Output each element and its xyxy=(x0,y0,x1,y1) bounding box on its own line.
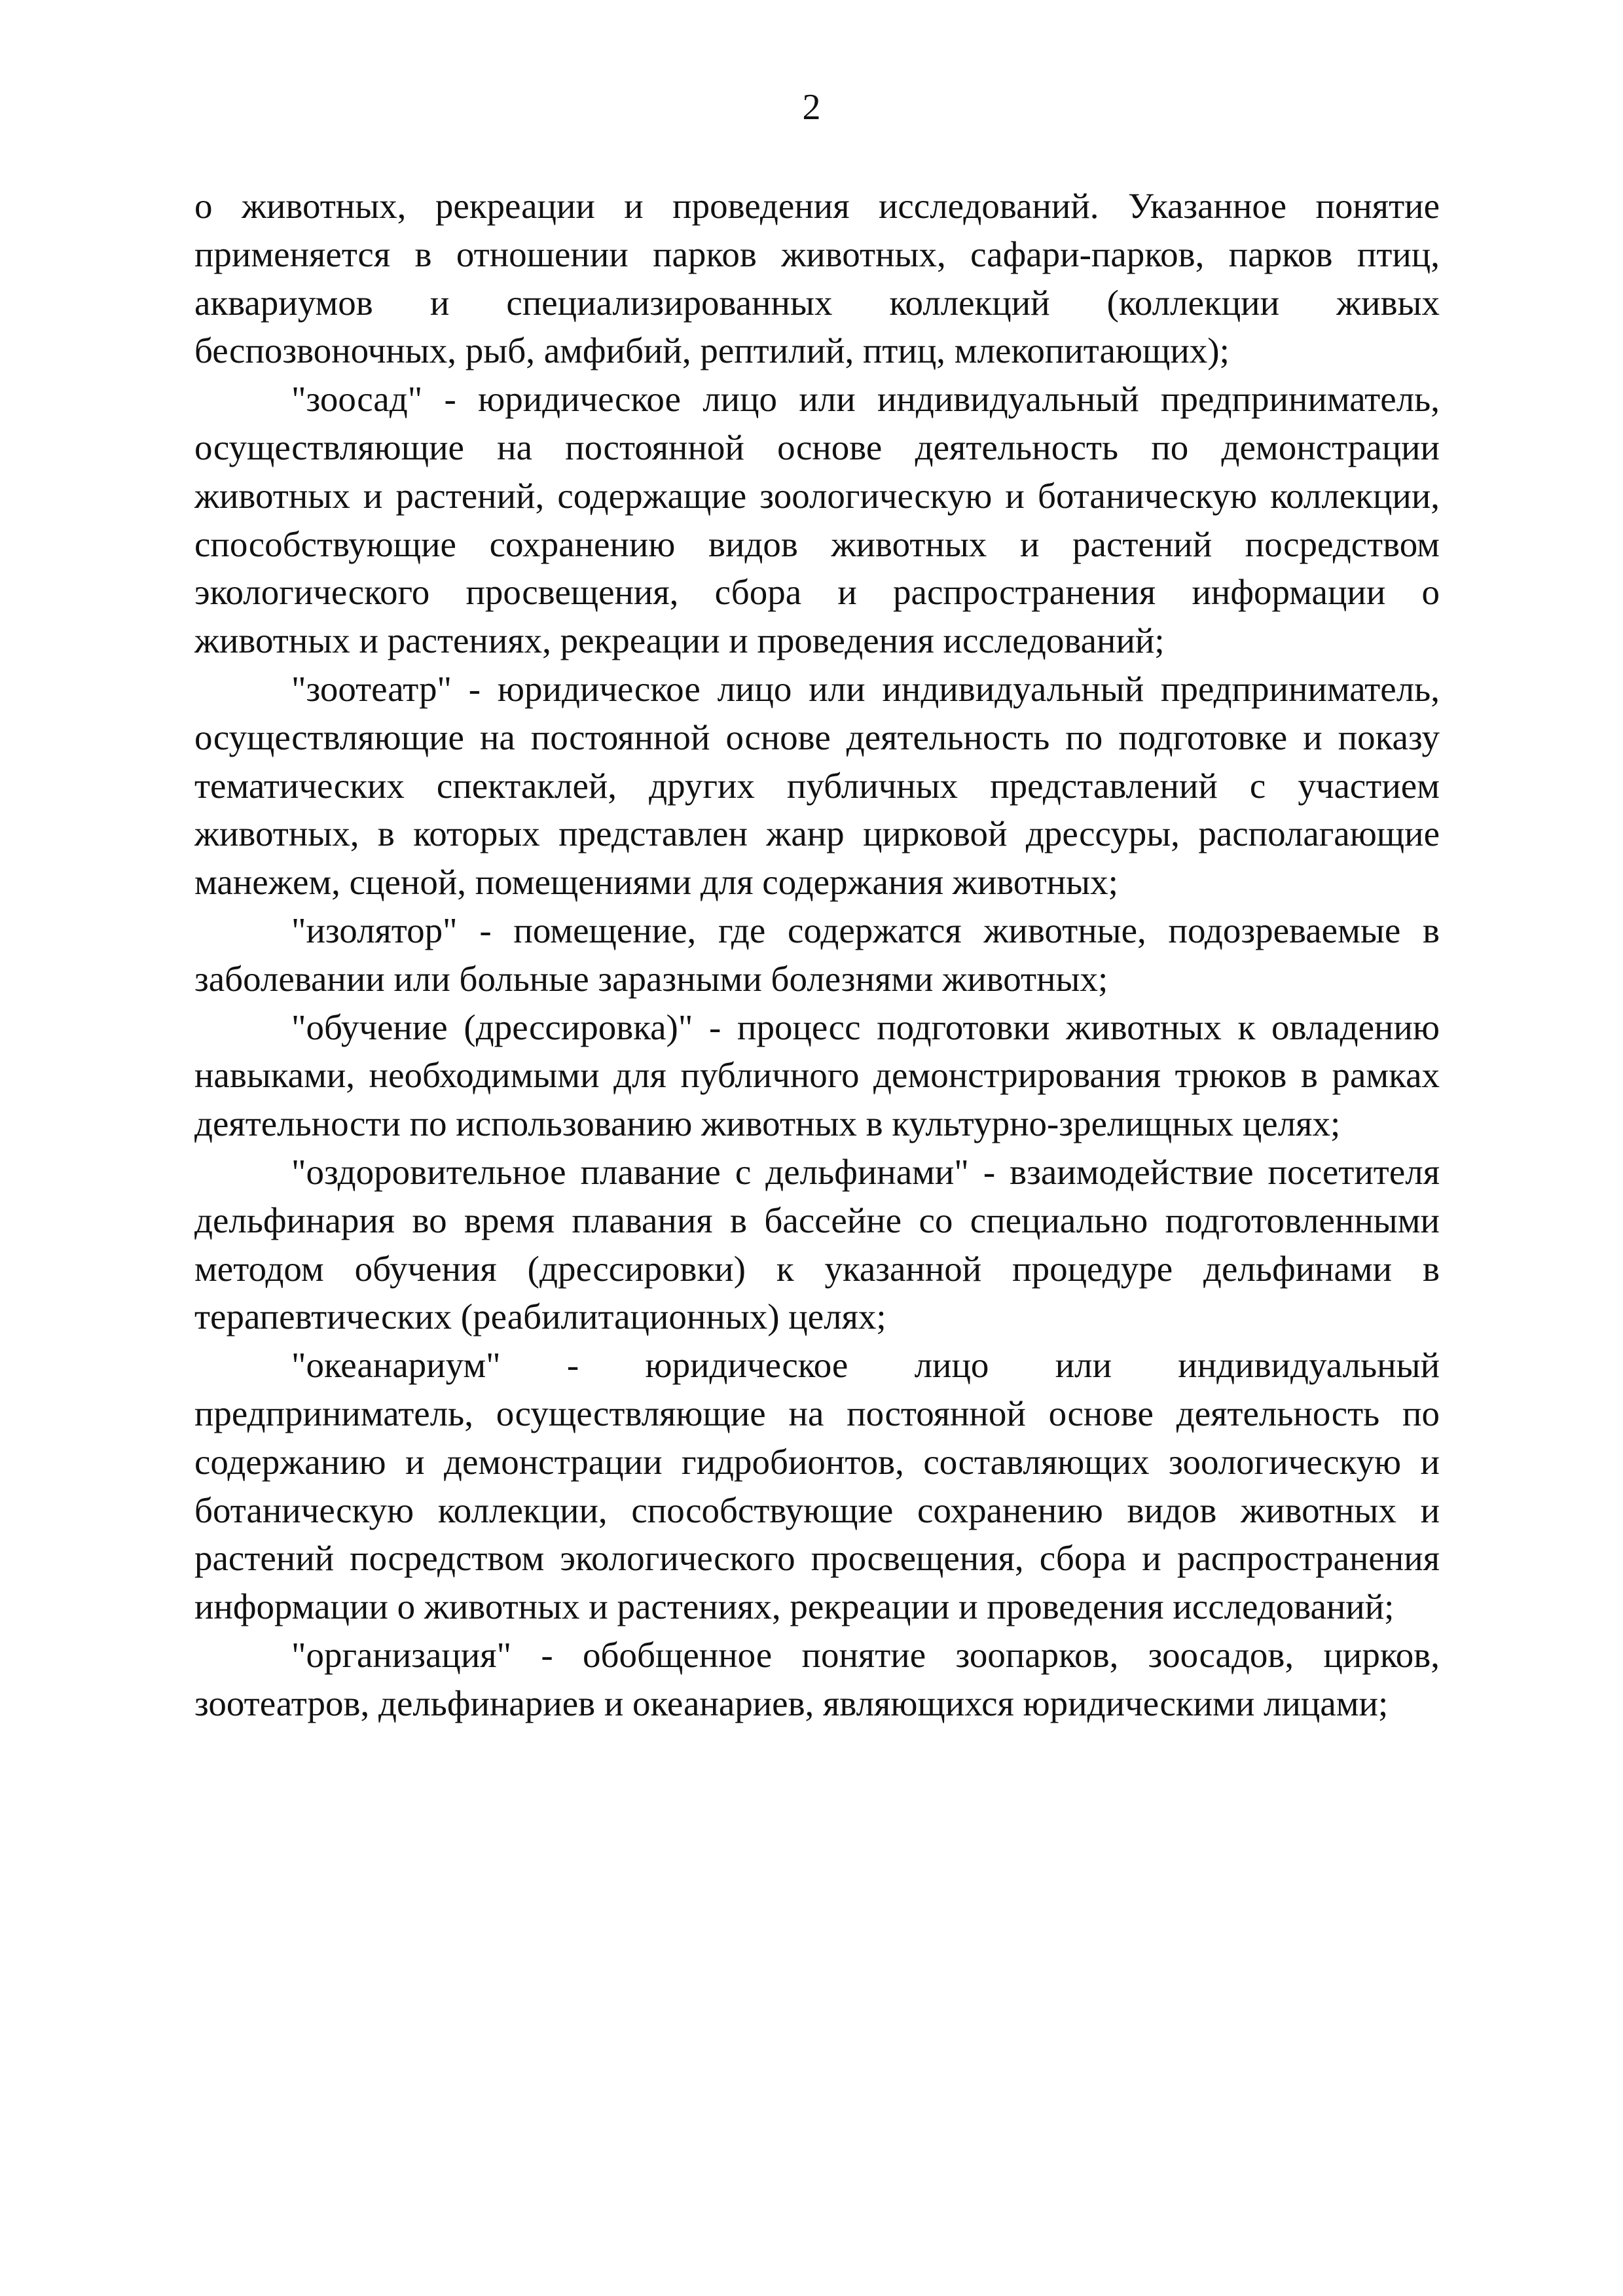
definition-zooteatr: "зоотеатр" - юридическое лицо или индивидуальный предприниматель, осуществляющие на постоянной основе деятельность по подготовке и показу тематических спектаклей, других публичных представлений с участием животных, в которых представлен жанр цирковой дрессуры, располагающие манежем, сценой, помещениями для содержания животных; xyxy=(194,668,1440,903)
page-number: 2 xyxy=(802,87,821,128)
paragraph-continuation: о животных, рекреации и проведения исследований. Указанное понятие применяется в отношении парков животных, сафари-парков, парков птиц, аквариумов и специализированных коллекций (коллекции живых беспозвоночных, рыб, амфибий, рептилий, птиц, млекопитающих); xyxy=(194,186,1440,371)
definition-ozdorovitelnoe-plavanie: "оздоровительное плавание с дельфинами" - взаимодействие посетителя дельфинария во время плавания в бассейне со специально подготовленными методом обучения (дрессировки) к указанной процедуре дельфинами в терапевтических (реабилитационных) целях; xyxy=(194,1151,1440,1337)
definition-izolyator: "изолятор" - помещение, где содержатся животные, подозреваемые в заболевании или больные заразными болезнями животных; xyxy=(194,910,1440,999)
definition-okeanarium: "океанариум" - юридическое лицо или индивидуальный предприниматель, осуществляющие на постоянной основе деятельность по содержанию и демонстрации гидробионтов, составляющих зоологическую и ботаническую коллекции, способствующие сохранению видов животных и растений посредством экологического просвещения, сбора и распространения информации о животных и растениях, рекреации и проведения исследований; xyxy=(194,1345,1440,1627)
document-body xyxy=(194,182,1440,1728)
definition-obuchenie: "обучение (дрессировка)" - процесс подготовки животных к овладению навыками, необходимыми для публичного демонстрирования трюков в рамках деятельности по использованию животных в культурно-зрелищных целях; xyxy=(194,1007,1440,1144)
definition-organizaciya: "организация" - обобщенное понятие зоопарков, зоосадов, цирков, зоотеатров, дельфинариев и океанариев, являющихся юридическими лицами; xyxy=(194,1634,1440,1723)
definition-zoosad: "зоосад" - юридическое лицо или индивидуальный предприниматель, осуществляющие на постоянной основе деятельность по демонстрации животных и растений, содержащие зоологическую и ботаническую коллекции, способствующие сохранению видов животных и растений посредством экологического просвещения, сбора и распространения информации о животных и растениях, рекреации и проведения исследований; xyxy=(194,379,1440,661)
